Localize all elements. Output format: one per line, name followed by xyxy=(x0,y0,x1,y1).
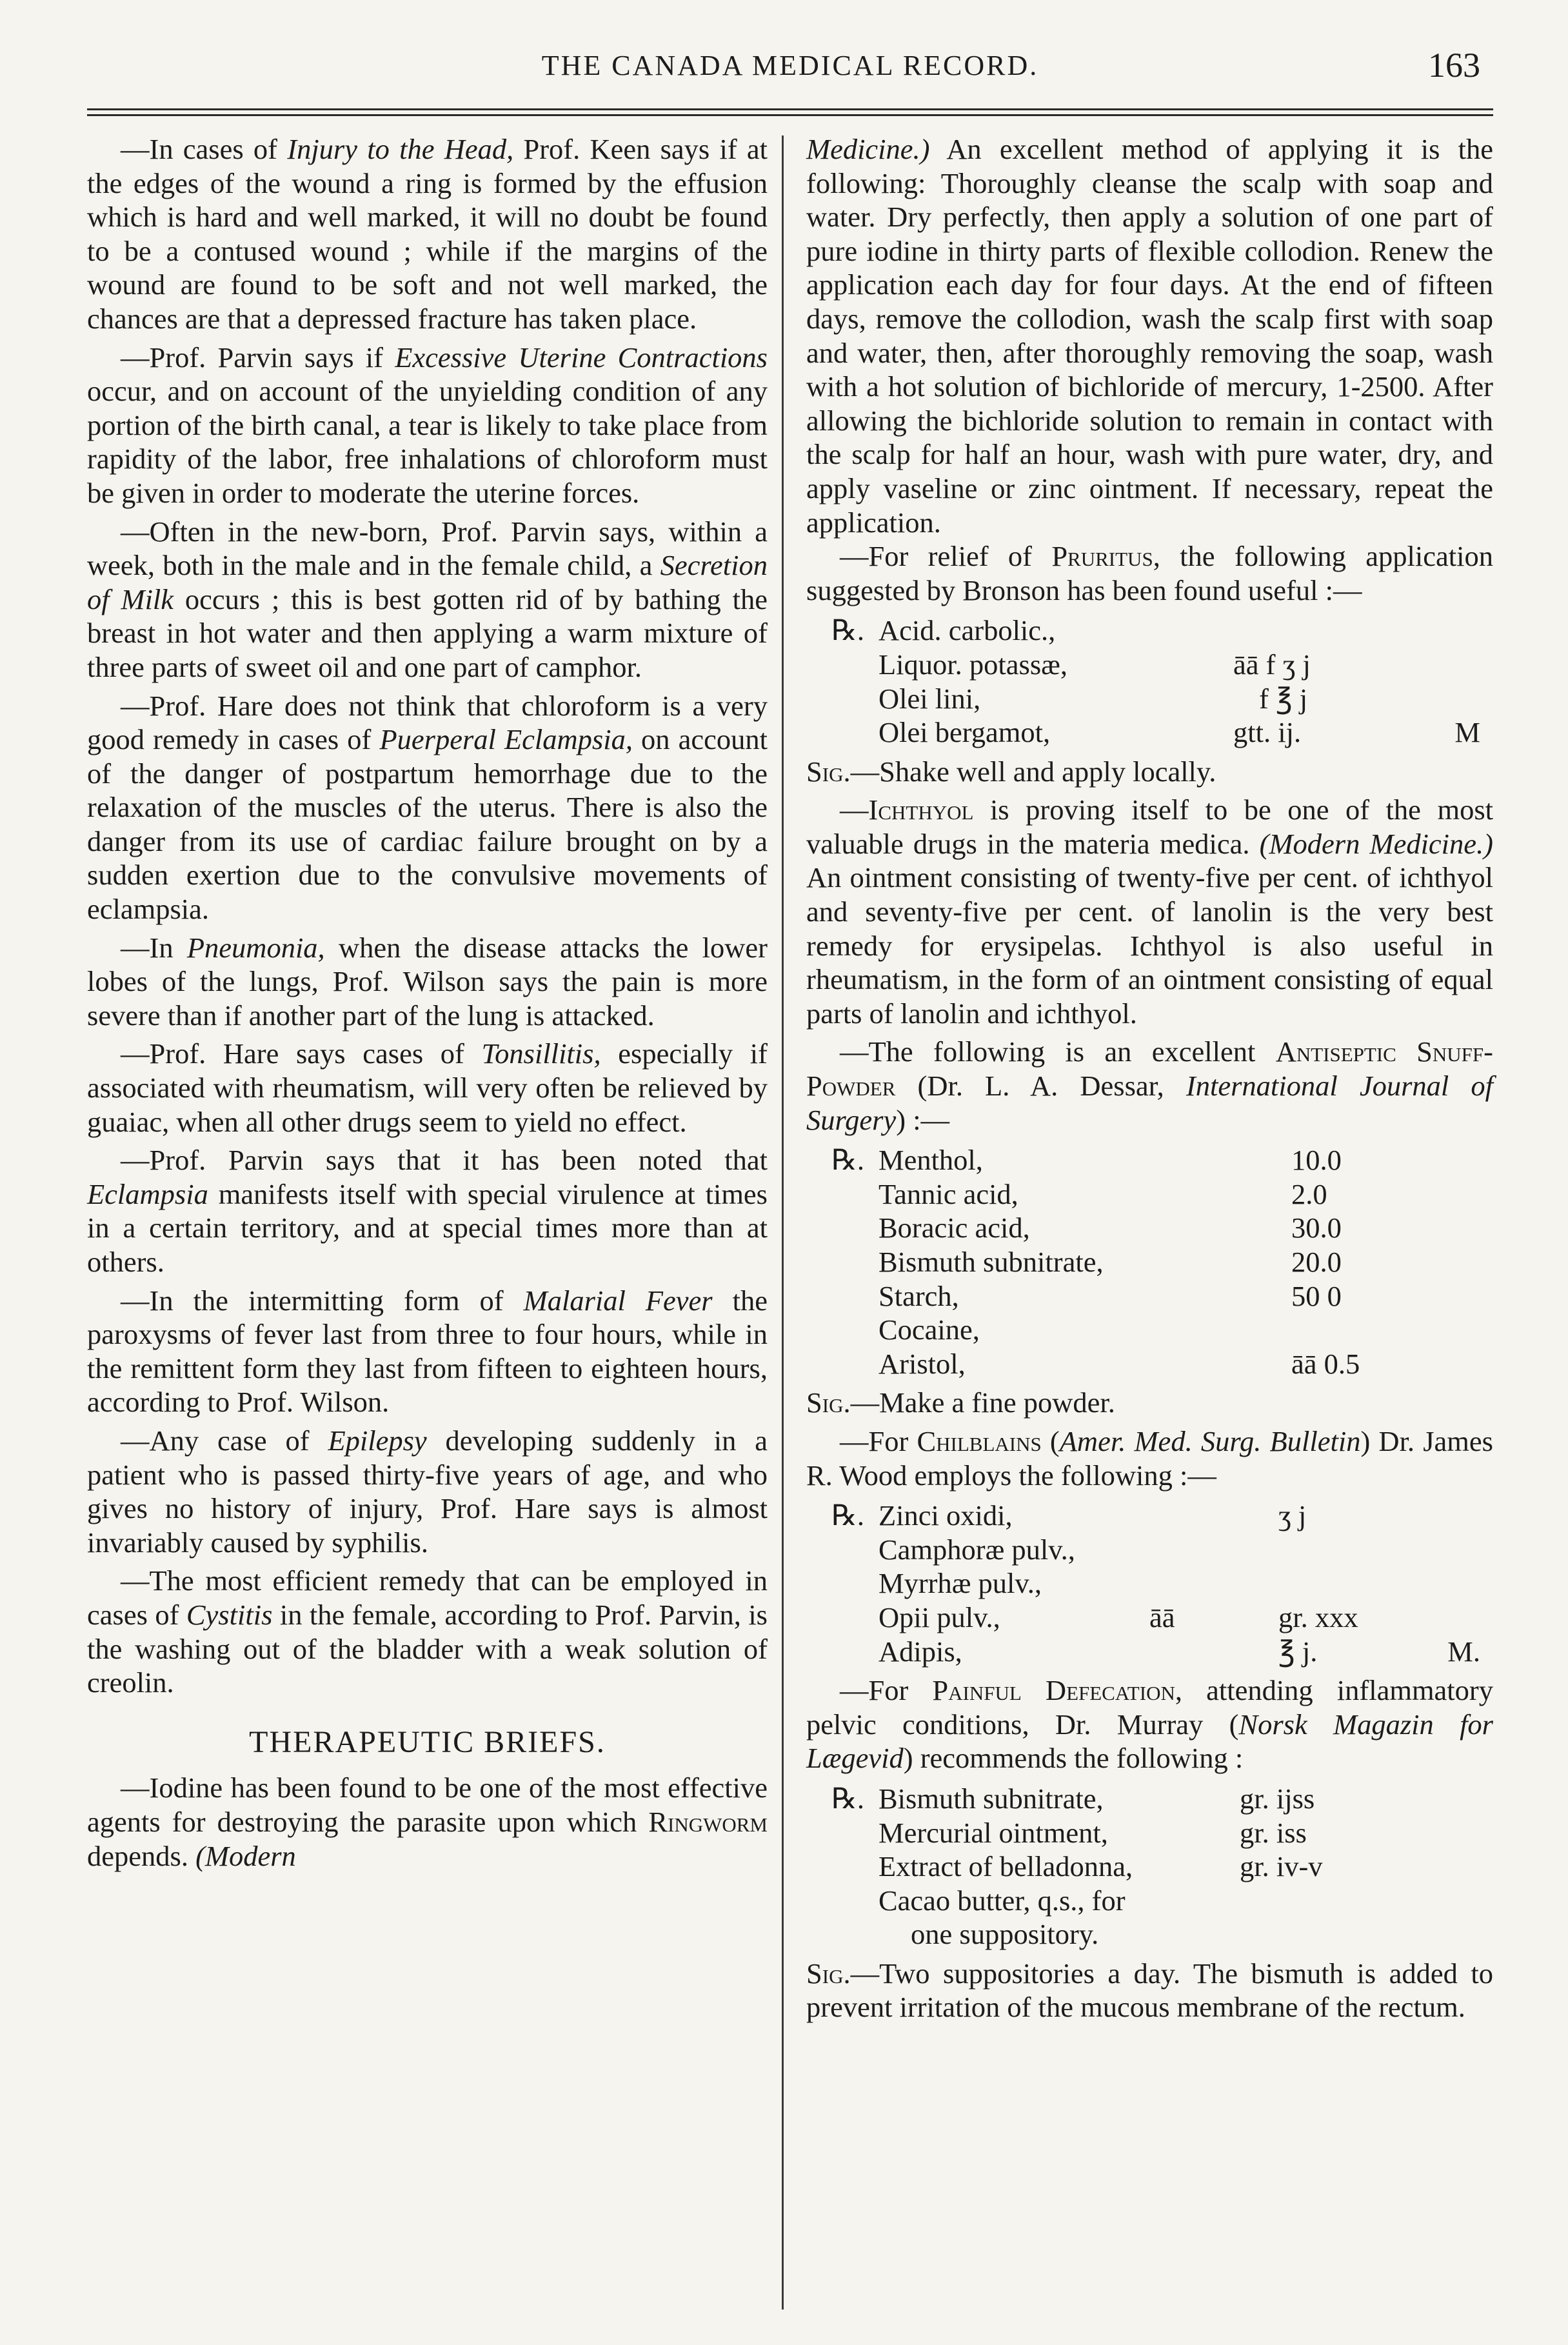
left-column xyxy=(87,132,768,1873)
topic-secretion-milk: Secretion of Milk xyxy=(87,549,768,615)
topic-tonsillitis: Tonsillitis, xyxy=(481,1037,601,1070)
paragraph-painful-defecation: —For Painful Defecation, attending inflammatory pelvic conditions, Dr. Murray (Norsk Magazin for Lægevid) recommends the following : xyxy=(806,1674,1493,1775)
rx-row: Tannic acid, 2.0 xyxy=(878,1177,1327,1210)
paragraph-puerperal-eclampsia: —Prof. Hare does not think that chloroform is a very good remedy in cases of Puerperal Eclampsia, on account of the danger of postpartum hemorrhage due to the relaxation of the muscles of the uterus. There is also the danger from its use of cardiac failure brought on by a sudden exertion due to the convulsive movements of eclampsia. xyxy=(87,689,768,926)
rx-row: Extract of belladonna, gr. iv-v xyxy=(878,1850,1323,1883)
topic-pruritus: Pruritus, xyxy=(1051,540,1160,573)
topic-chilblains: Chilblains xyxy=(917,1424,1042,1457)
rx-row: Camphoræ pulv., xyxy=(878,1533,1075,1566)
rx-row: Liquor. potassæ, āā f ʒ j xyxy=(878,648,1311,681)
rx-row: Olei lini, f ℥ j xyxy=(878,682,1308,715)
section-heading: THERAPEUTIC BRIEFS. xyxy=(249,1724,606,1759)
paragraph-ringworm-continued: Medicine.) An excellent method of applying it is the following: Thoroughly cleanse the scalp with soap and water. Dry perfectly, then apply a solution of one part of pure iodine in thirty parts of flexible collodion. Renew the application each day for four days. At the end of fifteen days, remove the collodion, wash the scalp first with soap and water, then, after thoroughly removing the soap, wash with a hot solution of bichloride of mercury, 1-2500. After allowing the bichloride solution to remain in contact with the scalp for half an hour, wash with pure water, dry, and apply vaseline or zinc ointment. If necessary, repeat the application. xyxy=(806,133,1493,539)
paragraph-epilepsy: —Any case of Epilepsy developing suddenly in a patient who is passed thirty-five years of age, and who gives no history of injury, Prof. Hare says is almost invariably caused by syphilis. xyxy=(87,1424,768,1559)
rx-row: Opii pulv., āā gr. xxx xyxy=(878,1601,1358,1633)
paragraph-uterine-contractions: —Prof. Parvin says if Excessive Uterine Contractions occur, and on account of the unyielding condition of any portion of the birth canal, a tear is likely to take place from rapidity of the labor, free inhalations of chloroform must be given in order to moderate the uterine forces. xyxy=(87,341,768,509)
topic-puerperal-eclampsia: Puerperal Eclampsia, xyxy=(379,723,633,756)
prescription-chilblains xyxy=(806,1499,1493,1668)
rx-row: Cocaine, xyxy=(878,1313,980,1346)
rx-row: Boracic acid, 30.0 xyxy=(878,1212,1342,1244)
recipe-symbol: ℞. xyxy=(831,614,864,647)
column-divider xyxy=(782,135,784,2310)
topic-injury-head: Injury to the Head, xyxy=(287,133,514,165)
signa-snuff-powder: Sig.—Make a fine powder. xyxy=(806,1386,1115,1419)
signa-pruritus: Sig.—Shake well and apply locally. xyxy=(806,755,1216,788)
rx-row: Mercurial ointment, gr. iss xyxy=(878,1816,1307,1849)
header-rule-bottom xyxy=(87,114,1493,116)
right-column xyxy=(806,132,1493,2024)
page-header xyxy=(87,45,1493,97)
rx-row: ℞. Menthol, 10.0 xyxy=(806,1143,1493,1177)
running-title: THE CANADA MEDICAL RECORD. xyxy=(541,50,1039,81)
rx-row: Aristol, āā 0.5 xyxy=(878,1347,1360,1380)
prescription-suppository xyxy=(806,1782,1493,1951)
paragraph-cystitis: —The most efficient remedy that can be employed in cases of Cystitis in the female, according to Prof. Parvin, is the washing out of the bladder with a weak solution of creolin. xyxy=(87,1564,768,1699)
recipe-symbol: ℞. xyxy=(831,1782,864,1815)
paragraph-ichthyol: —Ichthyol is proving itself to be one of the most valuable drugs in the materia medica. (Modern Medicine.) An ointment consisting of twenty-five per cent. of ichthyol and seventy-five per cent. of lanolin is the very best remedy for erysipelas. Ichthyol is also useful in rheumatism, in the form of an ointment consisting of equal parts of lanolin and ichthyol. xyxy=(806,793,1493,1030)
rx-row: Myrrhæ pulv., xyxy=(878,1567,1042,1600)
topic-painful-defecation: Painful Defecation, xyxy=(932,1674,1182,1707)
topic-pneumonia: Pneumonia, xyxy=(186,931,325,964)
prescription-snuff-powder xyxy=(806,1143,1493,1381)
paragraph-ringworm: —Iodine has been found to be one of the most effective agents for destroying the parasite upon which Ringworm depends. (Modern xyxy=(87,1771,768,1872)
citation-modern-medicine-end: Medicine.) xyxy=(806,133,930,165)
paragraph-chilblains: —For Chilblains (Amer. Med. Surg. Bulletin) Dr. James R. Wood employs the following :— xyxy=(806,1424,1493,1492)
rx-row: Olei bergamot, gtt. ij. M xyxy=(878,716,1480,749)
rx-row: Starch, 50 0 xyxy=(878,1279,1342,1312)
paragraph-snuff-powder: —The following is an excellent Antiseptic Snuff-Powder (Dr. L. A. Dessar, International Journal of Surgery) :— xyxy=(806,1035,1493,1136)
paragraph-eclampsia: —Prof. Parvin says that it has been noted that Eclampsia manifests itself with special virulence at times in a certain territory, and at special times more than at others. xyxy=(87,1144,768,1278)
topic-uterine-contractions: Excessive Uterine Contractions xyxy=(395,341,768,374)
rx-row: ℞. Acid. carbolic., xyxy=(806,614,1493,648)
topic-ichthyol: Ichthyol xyxy=(868,793,974,826)
paragraph-malarial-fever: —In the intermitting form of Malarial Fever the paroxysms of fever last from three to four hours, while in the remittent form they last from fifteen to eighteen hours, according to Prof. Wilson. xyxy=(87,1284,768,1419)
rx-row: ℞. Bismuth subnitrate, gr. ijss xyxy=(806,1782,1493,1816)
citation-modern-medicine: (Modern xyxy=(195,1839,296,1872)
rx-row: ℞. Zinci oxidi, ʒ j xyxy=(806,1499,1493,1533)
header-rule-top xyxy=(87,108,1493,110)
paragraph-secretion-milk: —Often in the new-born, Prof. Parvin says, within a week, both in the male and in the female child, a Secretion of Milk occurs ; this is best gotten rid of by bathing the breast in hot water and then applying a warm mixture of three parts of sweet oil and one part of camphor. xyxy=(87,515,768,683)
paragraph-tonsillitis: —Prof. Hare says cases of Tonsillitis, especially if associated with rheumatism, will very often be relieved by guaiac, when all other drugs seem to yield no effect. xyxy=(87,1037,768,1138)
topic-eclampsia: Eclampsia xyxy=(87,1177,208,1210)
rx-row: Cacao butter, q.s., for xyxy=(878,1884,1126,1917)
topic-malarial-fever: Malarial Fever xyxy=(523,1284,713,1317)
rx-row: one suppository. xyxy=(911,1918,1099,1951)
recipe-symbol: ℞. xyxy=(831,1144,864,1177)
rx-row: Bismuth subnitrate, 20.0 xyxy=(878,1246,1342,1278)
topic-ringworm: Ringworm xyxy=(648,1805,768,1838)
page-number: 163 xyxy=(1428,46,1480,85)
paragraph-pruritus: —For relief of Pruritus, the following application suggested by Bronson has been found useful :— xyxy=(806,540,1493,606)
signa-suppository: Sig.—Two suppositories a day. The bismuth is added to prevent irritation of the mucous membrane of the rectum. xyxy=(806,1957,1493,2024)
prescription-pruritus xyxy=(806,614,1493,749)
paragraph-injury-head: —In cases of Injury to the Head, Prof. Keen says if at the edges of the wound a ring is formed by the effusion which is hard and well marked, it will no doubt be found to be a contused wound ; while if the margins of the wound are found to be soft and not well marked, the chances are that a depressed fracture has taken place. xyxy=(87,133,768,335)
topic-cystitis: Cystitis xyxy=(186,1598,273,1631)
topic-snuff-powder: Antiseptic Snuff-Powder xyxy=(806,1035,1493,1103)
topic-epilepsy: Epilepsy xyxy=(328,1424,427,1457)
recipe-symbol: ℞. xyxy=(831,1499,864,1532)
paragraph-pneumonia: —In Pneumonia, when the disease attacks the lower lobes of the lungs, Prof. Wilson says the pain is more severe than if another part of the lung is attacked. xyxy=(87,931,768,1032)
rx-row: Adipis, ℥ j. M. xyxy=(878,1635,1480,1668)
